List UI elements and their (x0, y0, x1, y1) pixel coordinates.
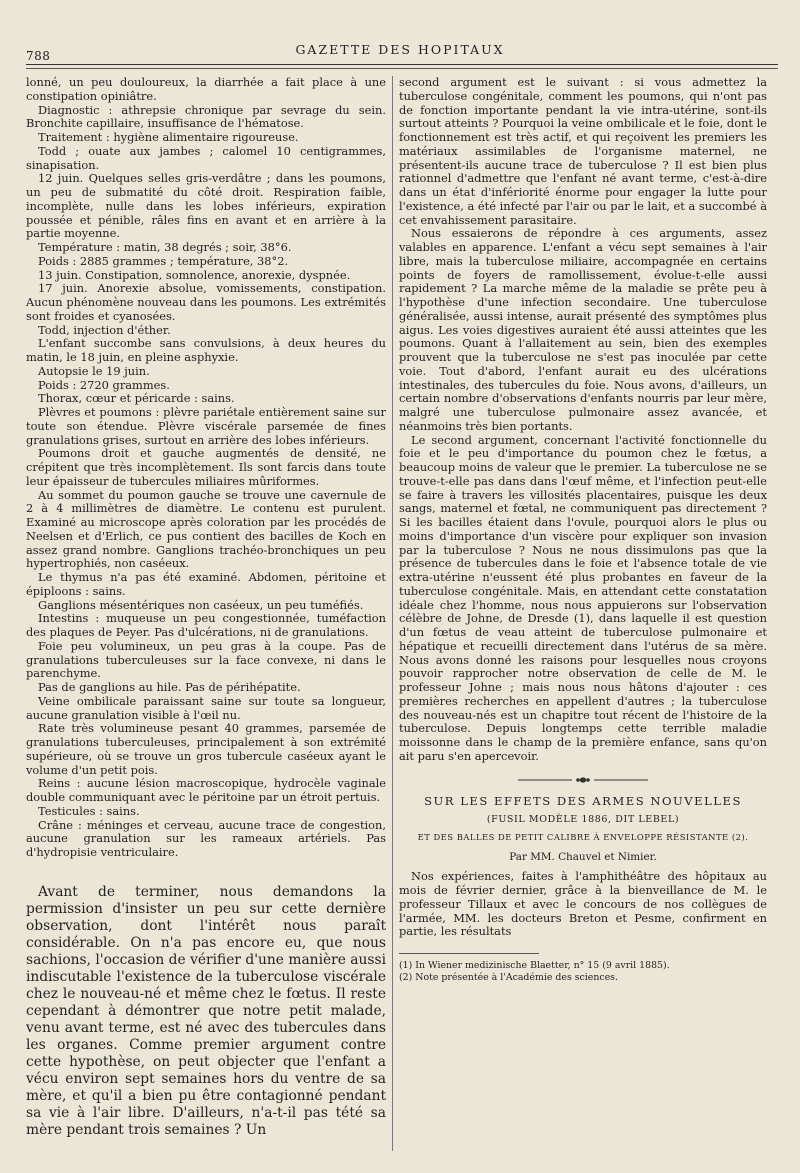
header-rule (26, 64, 778, 69)
footnote-2: (2) Note présentée à l'Académie des sciences. (399, 972, 618, 983)
paragraph: 12 juin. Quelques selles gris-verdâtre ; dans les poumons, un peu de submatité du côté droit. Respiration faible, incomplète, nulle dans les lobes inférieurs, expiration poussée et pénible, râles fins en avant et en arrière à la partie moyenne. (26, 171, 386, 241)
article-subtitle: (FUSIL MODÈLE 1886, DIT LEBEL) (486, 814, 680, 825)
page-number: 788 (26, 49, 51, 63)
section-ornament (399, 774, 767, 788)
paragraph: Diagnostic : athrepsie chronique par sevrage du sein. Bronchite capillaire, insuffisance de l'hématose. (26, 102, 386, 131)
paragraph: lonné, un peu douloureux, la diarrhée a fait place à une constipation opiniâtre. (26, 75, 386, 103)
paragraph: Crâne : méninges et cerveau, aucune trace de congestion, aucune granulation sur les rameaux artériels. Pas d'hydropisie ventriculaire. (26, 817, 386, 859)
left-column (26, 76, 386, 1139)
article-subtitle-secondary: ET DES BALLES DE PETIT CALIBRE À ENVELOPPE RÉSISTANTE (2). (417, 831, 749, 842)
paragraph: Au sommet du poumon gauche se trouve une cavernule de 2 à 4 millimètres de diamètre. Le contenu est purulent. Examiné au microscope après coloration par les procédés de Neelsen et d'Erlich, ce pus contient des bacilles de Koch en assez grand nombre. Ganglions trachéo-bronchiques un peu hypertrophiés, non caséeux. (26, 487, 386, 571)
paragraph: Pas de ganglions au hile. Pas de périhépatite. (38, 680, 301, 694)
paragraph: L'enfant succombe sans convulsions, à deux heures du matin, le 18 juin, en pleine asphyxie. (26, 336, 386, 364)
paragraph: Testicules : sains. (38, 803, 140, 818)
paragraph: Todd ; ouate aux jambes ; calomel 10 centigrammes, sinapisation. (26, 143, 386, 172)
paragraph: Nous essaierons de répondre à ces arguments, assez valables en apparence. L'enfant a vécu sept semaines à l'air libre, mais la tuberculose miliaire, accompagnée en certains points de foyers de ramollissement, évolue-t-elle aussi rapidement ? La marche même de la maladie se prête peu à l'hypothèse d'une infection secondaire. Une tuberculose généralisée, aussi intense, aurait présenté des symptômes plus aigus. Les voies digestives auraient été aussi atteintes que les poumons. Quant à l'allaitement au sein, bien des exemples prouvent que la tuberculose ne s'est pas inoculée par cette voie. Tout d'abord, l'enfant aurait eu des ulcérations intestinales, des tubercules du foie. Nous avons, d'ailleurs, un certain nombre d'observations d'enfants nourris par leur mère, malgré une tuberculose pulmonaire assez avancée, et néanmoins très bien portants. (399, 226, 767, 433)
footnote-1: (1) In Wiener medizinische Blaetter, n° 15 (9 avril 1885). (399, 960, 670, 971)
paragraph: Le second argument, concernant l'activité fonctionnelle du foie et le peu d'importance du poumon chez le fœtus, a beaucoup moins de valeur que le premier. La tuberculose ne se trouve-t-elle pas dans dans l'œuf même, et l'infection peut-elle se faire à travers les villosités placentaires, puisque les deux sangs, maternel et fœtal, ne communiquent pas directement ? Si les bacilles étaient dans l'ovule, pourquoi alors le plus ou moins d'importance d'un viscère pour expliquer son invasion par la tuberculose ? Nous ne nous dissimulons pas que la présence de tubercules dans le foie et l'absence totale de vie extra-utérine n'eussent été plus probantes en faveur de la tuberculose congénitale. Mais, en attendant cette constatation idéale chez l'homme, nous nous appuierons sur l'observation célèbre de Johne, de Dresde (1), dans laquelle il est question d'un fœtus de veau atteint de tuberculose pulmonaire et hépatique et recueilli directement dans l'utérus de sa mère. Nous avons donné les raisons pour lesquelles nous croyons pouvoir rapprocher notre observation de celle de M. le professeur Johne ; mais nous nous hâtons d'ajouter : ces premières recherches en appellent d'autres ; la tuberculose des nouveau-nés est un chapitre tout récent de l'histoire de la tuberculose. Depuis longtemps cette terrible maladie moissonne dans le champ de la première enfance, sans qu'on ait paru s'en apercevoir. (399, 432, 767, 763)
paragraph: Intestins : muqueuse un peu congestionnée, tuméfaction des plaques de Peyer. Pas d'ulcérations, ni de granulations. (26, 611, 386, 639)
discussion-continued (399, 76, 767, 764)
discussion-block (26, 884, 386, 1139)
discussion-paragraph: Avant de terminer, nous demandons la permission d'insister un peu sur cette dernière observation, dont l'intérêt nous paraît considérable. On n'a pas encore eu, que nous sachions, l'occasion de vérifier d'une manière aussi indiscutable l'existence de la tuberculose viscérale chez le nouveau-né et même chez le fœtus. Il reste cependant à démontrer que notre petit malade, venu avant terme, est né avec des tubercules dans les organes. Comme premier argument contre cette hypothèse, on peut objecter que l'enfant a vécu environ sept semaines hors du ventre de sa mère, et qu'il a bien pu être contagionné pendant sa vie à l'air libre. D'ailleurs, n'a-t-il pas tété sa mère pendant trois semaines ? Un (26, 883, 386, 1138)
paragraph: Autopsie le 19 juin. (38, 363, 150, 378)
paragraph: 13 juin. Constipation, somnolence, anorexie, dyspnée. (38, 267, 351, 282)
article-byline: Par MM. Chauvel et Nimier. (509, 850, 657, 863)
paragraph: Le thymus n'a pas été examiné. Abdomen, péritoine et épiploons : sains. (26, 570, 386, 598)
paragraph: Rate très volumineuse pesant 40 grammes, parsemée de granulations tuberculeuses, principalement à son extrémité supérieure, où se trouve un gros tubercule caséeux ayant le volume d'un petit pois. (26, 721, 386, 777)
observation-text (26, 76, 386, 860)
paragraph: Poids : 2720 grammes. (38, 377, 170, 392)
paragraph: Traitement : hygiène alimentaire rigoureuse. (38, 130, 299, 144)
right-column (399, 76, 767, 984)
paragraph: Todd, injection d'éther. (38, 322, 171, 337)
paragraph: Reins : aucune lésion macroscopique, hydrocèle vaginale double communiquant avec le péritoine par un étroit pertuis. (26, 776, 386, 804)
paragraph: second argument est le suivant : si vous admettez la tuberculose congénitale, comment les poumons, qui n'ont pas de fonction importante pendant la vie intra-utérine, sont-ils surtout atteints ? Pourquoi la veine ombilicale et le foie, dont le fonctionnement est très actif, et qui reçoivent les premiers les matériaux assimilables de l'organisme maternel, ne présentent-ils aucune trace de tuberculose ? Il est bien plus rationnel d'admettre que l'enfant né avant terme, c'est-à-dire dans un état d'infériorité énorme pour engager la lutte pour l'existence, a été infecté par l'air ou par le lait, et a succombé à cet envahissement parasitaire. (399, 75, 767, 227)
paragraph: Température : matin, 38 degrés ; soir, 38°6. (38, 240, 292, 254)
running-head: GAZETTE DES HOPITAUX (295, 42, 505, 57)
article-paragraph: Nos expériences, faites à l'amphithéâtre des hôpitaux au mois de février dernier, grâce à la bienveillance de M. le professeur Tillaux et avec le concours de nos collègues de l'armée, MM. les docteurs Breton et Pesme, confirment en partie, les résultats (399, 869, 767, 939)
paragraph: Thorax, cœur et péricarde : sains. (38, 391, 235, 406)
paragraph: Ganglions mésentériques non caséeux, un peu tuméfiés. (38, 597, 364, 612)
paragraph: Poumons droit et gauche augmentés de densité, ne crépitent que très incomplètement. Ils sont farcis dans toute leur épaisseur de tubercules miliaires mûriformes. (26, 446, 386, 488)
paragraph: Plèvres et poumons : plèvre pariétale entièrement saine sur toute son étendue. Plèvre viscérale parsemée de fines granulations grises, surtout en arrière des lobes inférieurs. (26, 405, 386, 447)
paragraph: Foie peu volumineux, un peu gras à la coupe. Pas de granulations tuberculeuses sur la face convexe, ni dans le parenchyme. (26, 638, 386, 681)
column-divider (392, 76, 393, 1151)
footnote-rule (399, 953, 539, 954)
ornament-rule-icon (518, 776, 648, 784)
paragraph: Veine ombilicale paraissant saine sur toute sa longueur, aucune granulation visible à l'œil nu. (26, 693, 386, 722)
paragraph: Poids : 2885 grammes ; température, 38°2. (38, 253, 289, 268)
article-title: SUR LES EFFETS DES ARMES NOUVELLES (424, 794, 742, 809)
paragraph: 17 juin. Anorexie absolue, vomissements, constipation. Aucun phénomène nouveau dans les poumons. Les extrémités sont froides et cyanosées. (26, 281, 386, 323)
